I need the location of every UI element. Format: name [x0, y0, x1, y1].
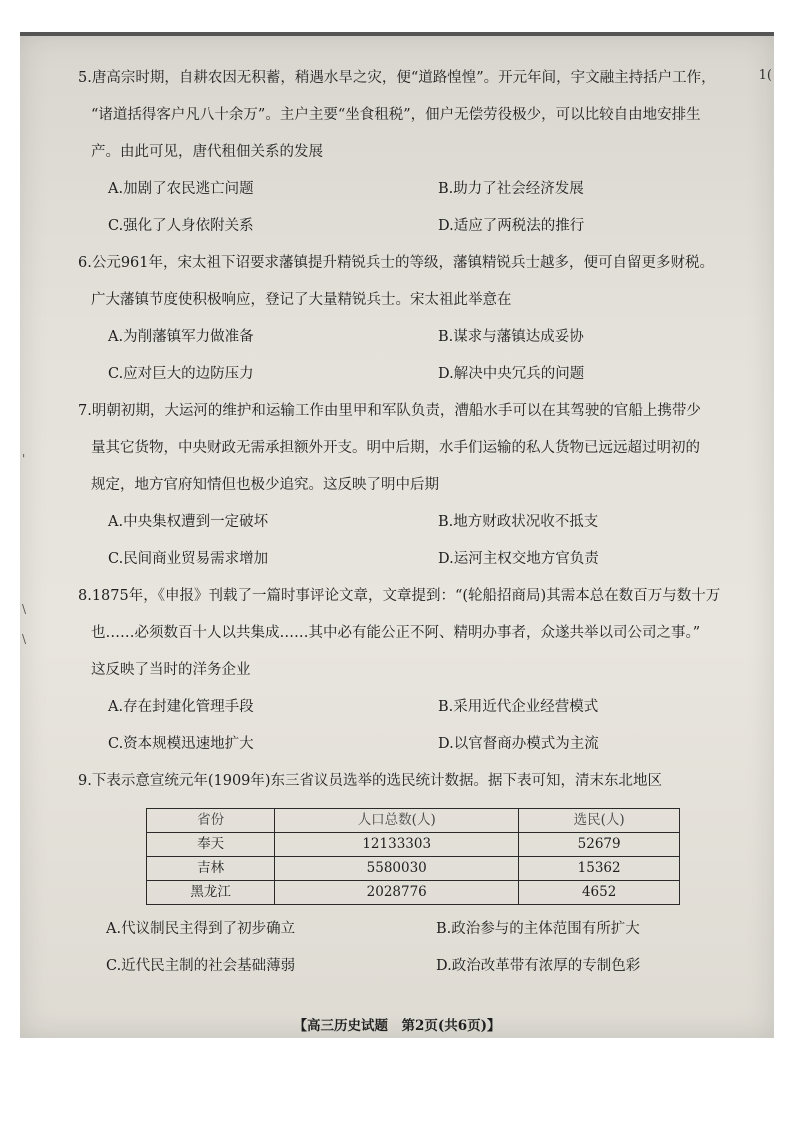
- question-8: [78, 578, 758, 763]
- option-a: A.存在封建化管理手段: [108, 699, 254, 715]
- margin-mark: \: [22, 632, 27, 646]
- option-c: C.强化了人身依附关系: [108, 218, 254, 234]
- header-population: 人口总数(人): [275, 809, 519, 833]
- table-header-row: [147, 809, 680, 833]
- edge-page-number: 1(: [758, 68, 772, 83]
- cell-population: 5580030: [275, 857, 519, 881]
- option-d: D.政治改革带有浓厚的专制色彩: [436, 958, 641, 974]
- options: [78, 689, 758, 763]
- cell-population: 2028776: [275, 881, 519, 905]
- options: [78, 319, 758, 393]
- cell-province: 奉天: [147, 833, 275, 857]
- question-text: 也……必须数百十人以共集成……其中必有能公正不阿、精明办事者，众遂共举以司公司之事。”: [91, 625, 701, 641]
- margin-mark: ': [22, 452, 26, 466]
- question-text: 广大藩镇节度使积极响应，登记了大量精锐兵士。宋太祖此举意在: [91, 292, 512, 308]
- cell-voters: 4652: [519, 881, 680, 905]
- cell-voters: 15362: [519, 857, 680, 881]
- option-c: C.民间商业贸易需求增加: [108, 551, 269, 567]
- table-row: [147, 881, 680, 905]
- question-text: 量其它货物，中央财政无需承担额外开支。明中后期，水手们运输的私人货物已远远超过明初的: [91, 440, 700, 456]
- option-c: C.应对巨大的边防压力: [108, 366, 254, 382]
- header-province: 省份: [147, 809, 275, 833]
- cell-province: 黑龙江: [147, 881, 275, 905]
- question-6: [78, 245, 758, 393]
- table-row: [147, 857, 680, 881]
- option-b: B.谋求与藩镇达成妥协: [438, 329, 584, 345]
- option-b: B.政治参与的主体范围有所扩大: [436, 921, 640, 937]
- option-d: D.运河主权交地方官负责: [438, 551, 599, 567]
- question-text: 规定，地方官府知情但也极少追究。这反映了明中后期: [91, 477, 439, 493]
- option-a: A.为削藩镇军力做准备: [108, 329, 254, 345]
- question-text: 这反映了当时的洋务企业: [91, 662, 251, 678]
- cell-province: 吉林: [147, 857, 275, 881]
- options: [78, 171, 758, 245]
- option-b: B.地方财政状况收不抵支: [438, 514, 599, 530]
- photographed-exam-page: [20, 32, 774, 1038]
- question-7: [78, 393, 758, 578]
- option-a: A.代议制民主得到了初步确立: [106, 921, 296, 937]
- option-a: A.中央集权遭到一定破坏: [108, 514, 269, 530]
- question-text: 产。由此可见，唐代租佃关系的发展: [91, 144, 323, 160]
- option-d: D.解决中央冗兵的问题: [438, 366, 585, 382]
- options: [78, 911, 758, 985]
- table-row: [147, 833, 680, 857]
- cell-population: 12133303: [275, 833, 519, 857]
- exam-content: [78, 60, 758, 985]
- question-text: 6.公元961年，宋太祖下诏要求藩镇提升精锐兵士的等级，藩镇精锐兵士越多，便可自留更多财税。: [78, 255, 715, 271]
- option-d: D.适应了两税法的推行: [438, 218, 585, 234]
- option-c: C.近代民主制的社会基础薄弱: [106, 958, 296, 974]
- voter-statistics-table: [146, 808, 680, 905]
- question-text: 8.1875年，《申报》刊载了一篇时事评论文章，文章提到：“(轮船招商局)其需本总在数百万与数十万: [78, 588, 721, 604]
- question-9: [78, 763, 758, 985]
- question-text: 5.唐高宗时期，自耕农因无积蓄，稍遇水旱之灾，便“道路惶惶”。开元年间，宇文融主持括户工作，: [78, 70, 716, 86]
- option-b: B.助力了社会经济发展: [438, 181, 584, 197]
- question-text: 7.明朝初期，大运河的维护和运输工作由里甲和军队负责，漕船水手可以在其驾驶的官船上携带少: [78, 403, 701, 419]
- options: [78, 504, 758, 578]
- cell-voters: 52679: [519, 833, 680, 857]
- option-c: C.资本规模迅速地扩大: [108, 736, 254, 752]
- option-d: D.以官督商办模式为主流: [438, 736, 599, 752]
- option-b: B.采用近代企业经营模式: [438, 699, 599, 715]
- question-text: “诸道括得客户凡八十余万”。主户主要“坐食租税”，佃户无偿劳役极少，可以比较自由地安排生: [91, 107, 701, 123]
- header-voters: 选民(人): [519, 809, 680, 833]
- question-5: [78, 60, 758, 245]
- margin-mark: \: [22, 602, 27, 616]
- option-a: A.加剧了农民逃亡问题: [108, 181, 254, 197]
- page-footer: 【高三历史试题 第2页(共6页)】: [293, 1018, 501, 1034]
- question-text: 9.下表示意宣统元年(1909年)东三省议员选举的选民统计数据。据下表可知，清末东北地区: [78, 773, 663, 789]
